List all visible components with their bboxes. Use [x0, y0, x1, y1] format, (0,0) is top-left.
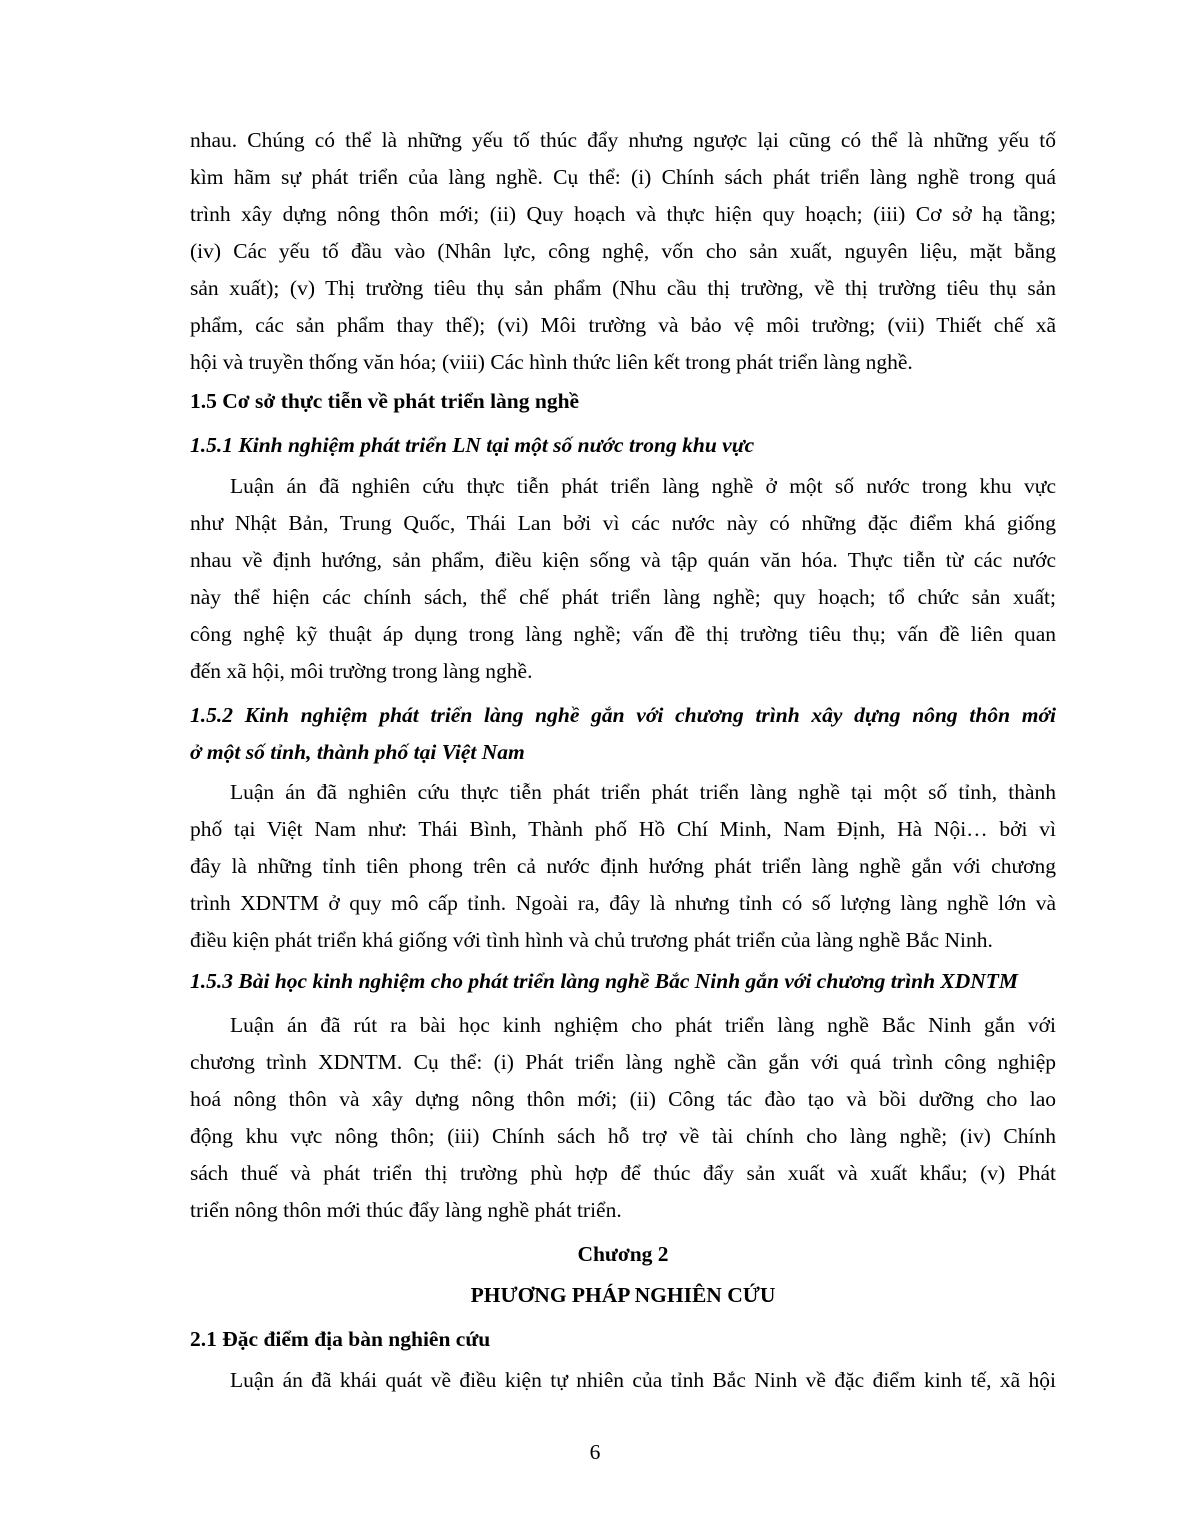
paragraph-line: nhau về định hướng, sản phẩm, điều kiện sống và tập quán văn hóa. Thực tiễn từ các nước	[190, 548, 1056, 572]
section-1-5-3-paragraph	[190, 1007, 1056, 1229]
paragraph-line: đây là những tỉnh tiên phong trên cả nước định hướng phát triển làng nghề gắn với chương	[190, 854, 1056, 878]
section-1-5-2-heading	[190, 697, 1056, 771]
section-2-1-paragraph	[190, 1362, 1056, 1399]
chapter-label: Chương 2	[577, 1242, 669, 1266]
paragraph-line: phẩm, các sản phẩm thay thế); (vi) Môi trường và bảo vệ môi trường; (vii) Thiết chế xã	[190, 313, 1056, 337]
paragraph-line: công nghệ kỹ thuật áp dụng trong làng nghề; vấn đề thị trường tiêu thụ; vấn đề liên quan	[190, 622, 1056, 646]
heading-line: ở một số tỉnh, thành phố tại Việt Nam	[190, 740, 525, 764]
chapter-title: PHƯƠNG PHÁP NGHIÊN CỨU	[470, 1283, 776, 1307]
heading-line: 1.5.2 Kinh nghiệm phát triển làng nghề gắn với chương trình xây dựng nông thôn mới	[190, 703, 1056, 727]
paragraph-line: nhau. Chúng có thể là những yếu tố thúc đẩy nhưng ngược lại cũng có thể là những yếu tố	[190, 128, 1056, 152]
paragraph-line: triển nông thôn mới thúc đẩy làng nghề phát triển.	[190, 1198, 622, 1222]
paragraph-line: Luận án đã nghiên cứu thực tiễn phát triển làng nghề ở một số nước trong khu vực	[230, 474, 1056, 498]
continuation-paragraph	[190, 122, 1056, 381]
section-1-5-3-heading: 1.5.3 Bài học kinh nghiệm cho phát triển làng nghề Bắc Ninh gắn với chương trình XDNTM	[190, 969, 1019, 993]
section-1-5-1-heading: 1.5.1 Kinh nghiệm phát triển LN tại một số nước trong khu vực	[190, 433, 755, 457]
paragraph-line: chương trình XDNTM. Cụ thể: (i) Phát triển làng nghề cần gắn với quá trình công nghiệp	[190, 1050, 1056, 1074]
paragraph-line: động khu vực nông thôn; (iii) Chính sách hỗ trợ về tài chính cho làng nghề; (iv) Chính	[190, 1124, 1056, 1148]
paragraph-line: kìm hãm sự phát triển của làng nghề. Cụ thể: (i) Chính sách phát triển làng nghề trong quá	[190, 165, 1056, 189]
section-2-1-heading: 2.1 Đặc điểm địa bàn nghiên cứu	[190, 1327, 491, 1351]
paragraph-line: sản xuất); (v) Thị trường tiêu thụ sản phẩm (Nhu cầu thị trường, về thị trường tiêu thụ sản	[190, 276, 1056, 300]
paragraph-line: Luận án đã rút ra bài học kinh nghiệm cho phát triển làng nghề Bắc Ninh gắn với	[230, 1013, 1056, 1037]
paragraph-line: này thể hiện các chính sách, thể chế phát triển làng nghề; quy hoạch; tổ chức sản xuất;	[190, 585, 1056, 609]
page-number: 6	[589, 1440, 601, 1464]
section-1-5-heading: 1.5 Cơ sở thực tiễn về phát triển làng nghề	[190, 389, 580, 413]
paragraph-line: (iv) Các yếu tố đầu vào (Nhân lực, công nghệ, vốn cho sản xuất, nguyên liệu, mặt bằng	[190, 239, 1056, 263]
section-1-5-1-paragraph	[190, 468, 1056, 690]
paragraph-line: Luận án đã khái quát về điều kiện tự nhiên của tỉnh Bắc Ninh về đặc điểm kinh tế, xã hội	[230, 1368, 1056, 1392]
paragraph-line: trình xây dựng nông thôn mới; (ii) Quy hoạch và thực hiện quy hoạch; (iii) Cơ sở hạ tầng;	[190, 202, 1056, 226]
paragraph-line: trình XDNTM ở quy mô cấp tỉnh. Ngoài ra, đây là nhưng tỉnh có số lượng làng nghề lớn và	[190, 891, 1056, 915]
paragraph-line: như Nhật Bản, Trung Quốc, Thái Lan bởi vì các nước này có những đặc điểm khá giống	[190, 511, 1056, 535]
paragraph-line: điều kiện phát triển khá giống với tình hình và chủ trương phát triển của làng nghề Bắc Ninh.	[190, 928, 993, 952]
section-1-5-2-paragraph	[190, 774, 1056, 959]
paragraph-line: hoá nông thôn và xây dựng nông thôn mới; (ii) Công tác đào tạo và bồi dưỡng cho lao	[190, 1087, 1056, 1111]
paragraph-line: phố tại Việt Nam như: Thái Bình, Thành phố Hồ Chí Minh, Nam Định, Hà Nội… bởi vì	[190, 817, 1056, 841]
paragraph-line: Luận án đã nghiên cứu thực tiễn phát triển phát triển làng nghề tại một số tỉnh, thành	[230, 780, 1056, 804]
paragraph-line: hội và truyền thống văn hóa; (viii) Các hình thức liên kết trong phát triển làng nghề.	[190, 350, 913, 374]
paragraph-line: đến xã hội, môi trường trong làng nghề.	[190, 659, 533, 683]
paragraph-line: sách thuế và phát triển thị trường phù hợp để thúc đẩy sản xuất và xuất khẩu; (v) Phát	[190, 1161, 1056, 1185]
